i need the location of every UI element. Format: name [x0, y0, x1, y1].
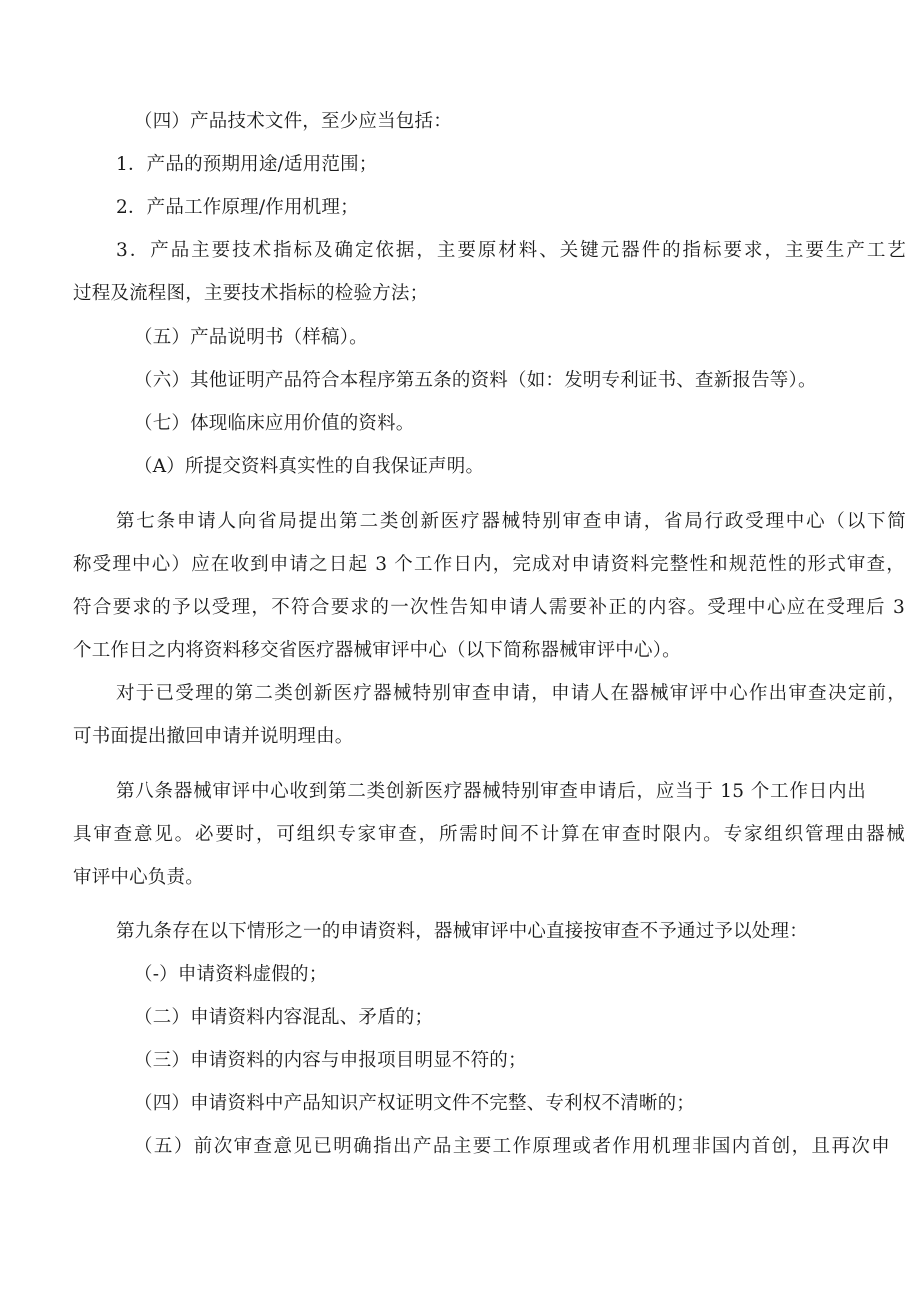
article-8-line-3: 审评中心负责。 [73, 867, 204, 888]
article-7-line-4: 个工作日之内将资料移交省医疗器械审评中心（以下简称器械审评中心）。 [73, 640, 681, 661]
article-9-item-5: （五）前次审查意见已明确指出产品主要工作原理或者作用机理非国内首创，且再次申 [134, 1136, 890, 1157]
item-3-line-2: 过程及流程图，主要技术指标的检验方法； [73, 283, 429, 304]
item-1: 1．产品的预期用途/适用范围； [116, 154, 378, 175]
article-7-line-1: 第七条申请人向省局提出第二类创新医疗器械特别审查申请，省局行政受理中心（以下简 [116, 511, 906, 532]
article-9-item-1: （-）申请资料虚假的； [134, 964, 328, 985]
article-9-item-2: （二）申请资料内容混乱、矛盾的； [134, 1007, 434, 1028]
item-3-line-1: 3．产品主要技术指标及确定依据，主要原材料、关键元器件的指标要求，主要生产工艺 [116, 240, 906, 261]
article-9-heading: 第九条存在以下情形之一的申请资料，器械审评中心直接按审查不予通过予以处理： [116, 921, 808, 942]
clause-5: （五）产品说明书（样稿）。 [134, 327, 368, 348]
article-9-item-4: （四）申请资料中产品知识产权证明文件不完整、专利权不清晰的； [134, 1093, 696, 1114]
clause-7: （七）体现临床应用价值的资料。 [134, 413, 415, 434]
withdrawal-line-2: 可书面提出撤回申请并说明理由。 [73, 726, 354, 747]
clause-6: （六）其他证明产品符合本程序第五条的资料（如：发明专利证书、查新报告等）。 [134, 370, 817, 391]
article-7-line-2: 称受理中心）应在收到申请之日起 3 个工作日内，完成对申请资料完整性和规范性的形式审查， [73, 554, 905, 575]
article-7-line-3: 符合要求的予以受理，不符合要求的一次性告知申请人需要补正的内容。受理中心应在受理后 3 [73, 597, 905, 618]
clause-8: （A）所提交资料真实性的自我保证声明。 [134, 456, 485, 477]
article-8-line-2: 具审查意见。必要时，可组织专家审查，所需时间不计算在审查时限内。专家组织管理由器械 [73, 824, 905, 845]
article-8-line-1: 第八条器械审评中心收到第二类创新医疗器械特别审查申请后，应当于 15 个工作日内出 [116, 781, 866, 802]
article-9-item-3: （三）申请资料的内容与申报项目明显不符的； [134, 1050, 527, 1071]
clause-4-heading: （四）产品技术文件，至少应当包括： [134, 111, 452, 132]
item-2: 2．产品工作原理/作用机理； [116, 197, 359, 218]
withdrawal-line-1: 对于已受理的第二类创新医疗器械特别审查申请，申请人在器械审评中心作出审查决定前， [116, 683, 906, 704]
